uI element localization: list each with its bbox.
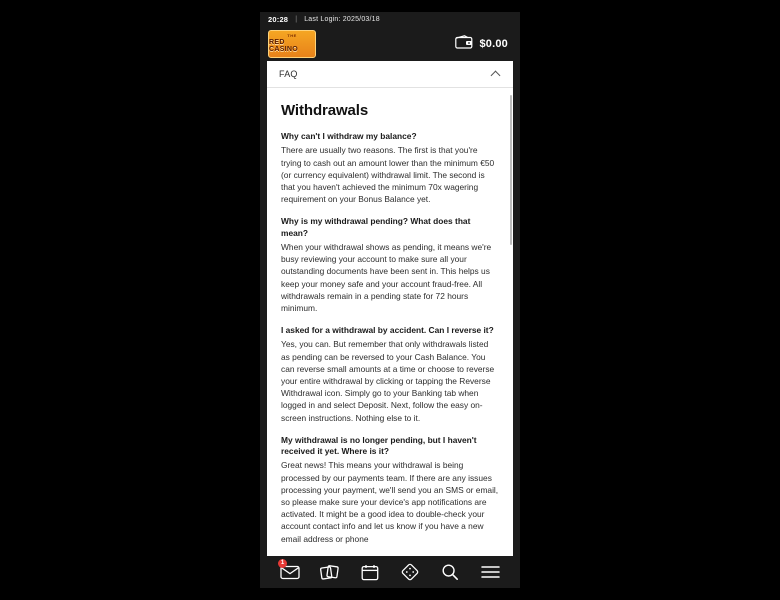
menu-icon (481, 565, 500, 579)
faq-accordion-header[interactable] (267, 61, 513, 88)
nav-cards[interactable] (316, 560, 344, 584)
status-clock: 20:28 (268, 15, 289, 24)
bottom-navigation (260, 556, 520, 588)
app-header (260, 27, 520, 61)
faq-label: FAQ (279, 69, 298, 79)
content-card (267, 61, 513, 556)
search-icon (441, 563, 459, 581)
dice-icon (401, 563, 419, 581)
calendar-icon (361, 564, 379, 581)
faq-question: Why is my withdrawal pending? What does that mean? (281, 216, 471, 238)
logo-top-text: THE (287, 33, 297, 38)
page-title: Withdrawals (281, 102, 369, 119)
nav-dice[interactable] (396, 560, 424, 584)
faq-document (267, 88, 513, 556)
faq-answer: Yes, you can. But remember that only withdrawals listed as pending can be reversed to your Cash Balance. You can reverse small amounts at a time or choose to reverse your entire withdrawal by clicking or tapping the Reverse Withdrawal icon. Simply go to your Banking tab when logged in and select Deposit. Next, follow the easy on-screen instructions. Nothing else to it. (281, 339, 495, 423)
cards-icon (320, 564, 340, 580)
faq-answer: When your withdrawal shows as pending, it means we're busy reviewing your account to make sure all your outstanding documents have been sent in. This helps us keep your money safe and your account fraud-free. All withdrawals remain in a pending state for 72 hours minimum. (281, 241, 492, 313)
mail-badge: 1 (278, 559, 287, 568)
logo-text: RED CASINO (269, 39, 299, 53)
faq-answer: There are usually two reasons. The first is that you're trying to cash out an amount lower than the minimum €50 (or currency equivalent) withdrawal limit. The second is that you haven't achieved the minimum 70x wagering requirement on your Bonus Balance yet. (281, 145, 495, 205)
balance-amount: $0.00 (479, 38, 508, 50)
faq-question: Why can't I withdraw my balance? (281, 131, 417, 141)
last-login-text: Last Login: 2025/03/18 (304, 16, 380, 23)
faq-question: I asked for a withdrawal by accident. Can I reverse it? (281, 325, 494, 336)
nav-menu[interactable] (476, 560, 504, 584)
faq-question: My withdrawal is no longer pending, but I haven't received it yet. Where is it? (281, 434, 477, 457)
status-bar (260, 12, 520, 27)
wallet-icon (455, 35, 473, 54)
brand-logo[interactable] (268, 30, 316, 58)
nav-mail[interactable] (276, 560, 304, 584)
status-separator: | (295, 16, 298, 23)
chevron-up-icon[interactable] (492, 70, 501, 79)
faq-answer: Great news! This means your withdrawal is being processed by our payments team. If there are any issues processing your payment, we'll send you an SMS or email, so please make sure your device's app notifications are activated. It might be a good idea to double-check your account contact info and let us know if you have a new email address or phone (281, 460, 499, 544)
nav-calendar[interactable] (356, 560, 384, 584)
nav-search[interactable] (436, 560, 464, 584)
balance-area[interactable] (455, 35, 508, 54)
phone-viewport (260, 12, 520, 588)
scrollbar-thumb[interactable] (510, 95, 512, 245)
